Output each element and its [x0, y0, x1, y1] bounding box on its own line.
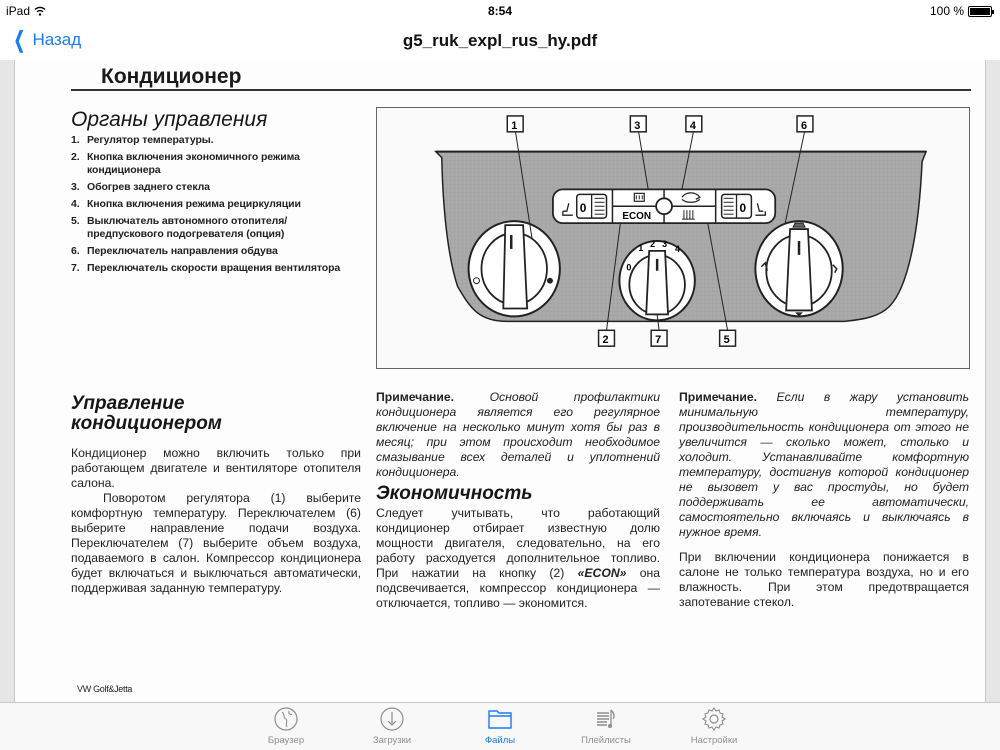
tab-settings[interactable] — [674, 706, 754, 746]
status-time: 8:54 — [487, 4, 513, 18]
ac-indicator-lamp — [656, 198, 672, 214]
defrost-mode-icon — [793, 223, 805, 227]
status-right — [930, 4, 992, 18]
controls-title: Органы управления — [71, 108, 268, 131]
page-footer: VW Golf&Jetta — [77, 684, 133, 694]
column-2 — [376, 390, 660, 611]
climate-panel-figure — [376, 107, 970, 369]
manage-title-line2: кондиционером — [71, 413, 222, 434]
controls-list-item — [71, 151, 351, 177]
economy-text-after: она подсвечивается, компрессор кондиционера — отключается, топливо — экономится. — [376, 566, 661, 610]
globe-icon — [273, 706, 299, 732]
tab-label: Браузер — [267, 735, 305, 746]
item-number: 5. — [71, 215, 80, 227]
gear-icon — [701, 706, 727, 732]
note-label: Примечание. — [376, 390, 455, 404]
right-seat-zero: 0 — [739, 201, 747, 216]
pdf-viewer[interactable] — [0, 60, 1000, 702]
item-number: 3. — [71, 181, 80, 193]
fan-speed-knob — [619, 239, 694, 320]
climate-panel-diagram — [377, 108, 969, 368]
tab-label: Плейлисты — [581, 735, 631, 746]
temperature-knob — [469, 221, 560, 316]
hot-marker — [547, 278, 553, 284]
tab-bar — [0, 702, 1000, 750]
svg-text:4: 4 — [689, 119, 696, 132]
air-direction-knob — [755, 221, 842, 316]
econ-label: ECON — [622, 211, 652, 223]
controls-list-item — [71, 181, 351, 194]
controls-list — [71, 134, 351, 279]
manage-title — [71, 394, 222, 434]
item-text: Кнопка включения режима рециркуляции — [87, 198, 301, 210]
tab-playlists[interactable] — [566, 706, 646, 746]
svg-text:7: 7 — [655, 334, 662, 347]
download-icon — [379, 706, 405, 732]
svg-text:2: 2 — [602, 334, 609, 347]
device-name: iPad — [6, 4, 31, 18]
tab-label: Загрузки — [372, 735, 412, 746]
manage-title-line1: Управление — [71, 393, 185, 414]
column-3 — [679, 390, 969, 610]
economy-text-before: Следует учитывать, что работающий кондиционер отбирает известную долю мощности двигателя, следовательно, на его работу расходуется дополнительное топливо. При нажатии на кнопку (2) — [376, 506, 660, 580]
battery-percent: 100 % — [929, 4, 964, 18]
economy-title: Экономичность — [376, 483, 533, 504]
document-title: g5_ruk_expl_rus_hy.pdf — [402, 31, 598, 50]
folder-icon — [487, 706, 513, 732]
fan-scale-4: 4 — [674, 243, 680, 254]
svg-text:6: 6 — [801, 119, 808, 132]
tab-downloads[interactable] — [352, 706, 432, 746]
note-text: Если в жару установить минимальную температуру, производительность кондиционера от этого не увеличится — сколько может, столько и холодит. Устанавливайте комфортную температуру, достигнув которой кондиционер не вызовет у вас простуды, но будет поддерживать ее автоматически, самостоятельно включаясь и выключаясь в нужное время. — [679, 390, 969, 539]
item-number: 2. — [71, 151, 80, 163]
humidity-paragraph: При включении кондиционера понижается в салоне не только температура воздуха, но и его влажность. При этом предотвращается запотевание стекол. — [679, 550, 969, 609]
manage-body — [71, 446, 361, 596]
playlist-icon — [593, 706, 619, 732]
tab-label: Настройки — [690, 735, 738, 746]
fan-scale-2: 2 — [650, 238, 656, 249]
pdf-page — [14, 60, 986, 702]
back-button[interactable] — [10, 27, 82, 52]
page-header: Кондиционер — [101, 65, 242, 88]
manage-para-1: Кондиционер можно включить только при работающем двигателе и вентиляторе отопителя салона. — [71, 446, 361, 490]
item-number: 4. — [71, 198, 80, 210]
svg-text:3: 3 — [634, 119, 641, 132]
tab-files[interactable] — [460, 706, 540, 746]
note-label: Примечание. — [679, 390, 758, 404]
item-text: Обогрев заднего стекла — [87, 181, 210, 193]
controls-list-item — [71, 245, 351, 258]
chevron-left-icon: ❮ — [13, 27, 25, 52]
controls-list-item — [71, 134, 351, 147]
item-text: Кнопка включения экономичного режима кондиционера — [87, 151, 300, 176]
nav-bar — [0, 22, 1000, 60]
header-rule — [71, 89, 971, 91]
manage-para-2: Поворотом регулятора (1) выберите комфортную температуру. Переключателем (6) выберите направление подачи воздуха. Переключателем (7) выберите объем воздуха, подаваемого в салон. Компрессор кондиционера будет включаться и выключаться автоматически, поддерживая заданную температуру. — [71, 491, 361, 595]
controls-list-item — [71, 262, 351, 275]
controls-list-item — [71, 198, 351, 211]
cold-marker — [474, 278, 480, 284]
item-text: Регулятор температуры. — [87, 134, 214, 146]
svg-text:5: 5 — [723, 334, 730, 347]
battery-icon — [968, 6, 992, 17]
tab-label: Файлы — [484, 735, 516, 746]
fan-scale-1: 1 — [638, 242, 644, 253]
back-label: Назад — [32, 30, 82, 49]
svg-text:1: 1 — [511, 119, 518, 132]
controls-list-item — [71, 215, 351, 241]
fan-scale-3: 3 — [662, 238, 668, 249]
left-seat-zero: 0 — [579, 201, 587, 216]
item-text: Переключатель скорости вращения вентилятора — [87, 262, 341, 274]
item-text: Переключатель направления обдува — [87, 245, 278, 257]
status-bar — [0, 0, 1000, 22]
item-text: Выключатель автономного отопителя/ предпускового подогревателя (опция) — [87, 215, 288, 240]
fan-scale-0: 0 — [626, 262, 632, 273]
tab-browser[interactable] — [246, 706, 326, 746]
econ-word: «ECON» — [577, 566, 627, 580]
note-text: Основой профилактики кондиционера является его регулярное включение на несколько минут хотя бы раз в месяц; при этом происходит необходимое смазывание всех деталей и уплотнений кондиционера. — [376, 390, 660, 479]
item-number: 6. — [71, 245, 80, 257]
temperature-note — [679, 390, 969, 540]
item-number: 7. — [71, 262, 80, 274]
item-number: 1. — [71, 134, 80, 146]
economy-body — [376, 506, 660, 611]
maintenance-note — [376, 390, 660, 480]
